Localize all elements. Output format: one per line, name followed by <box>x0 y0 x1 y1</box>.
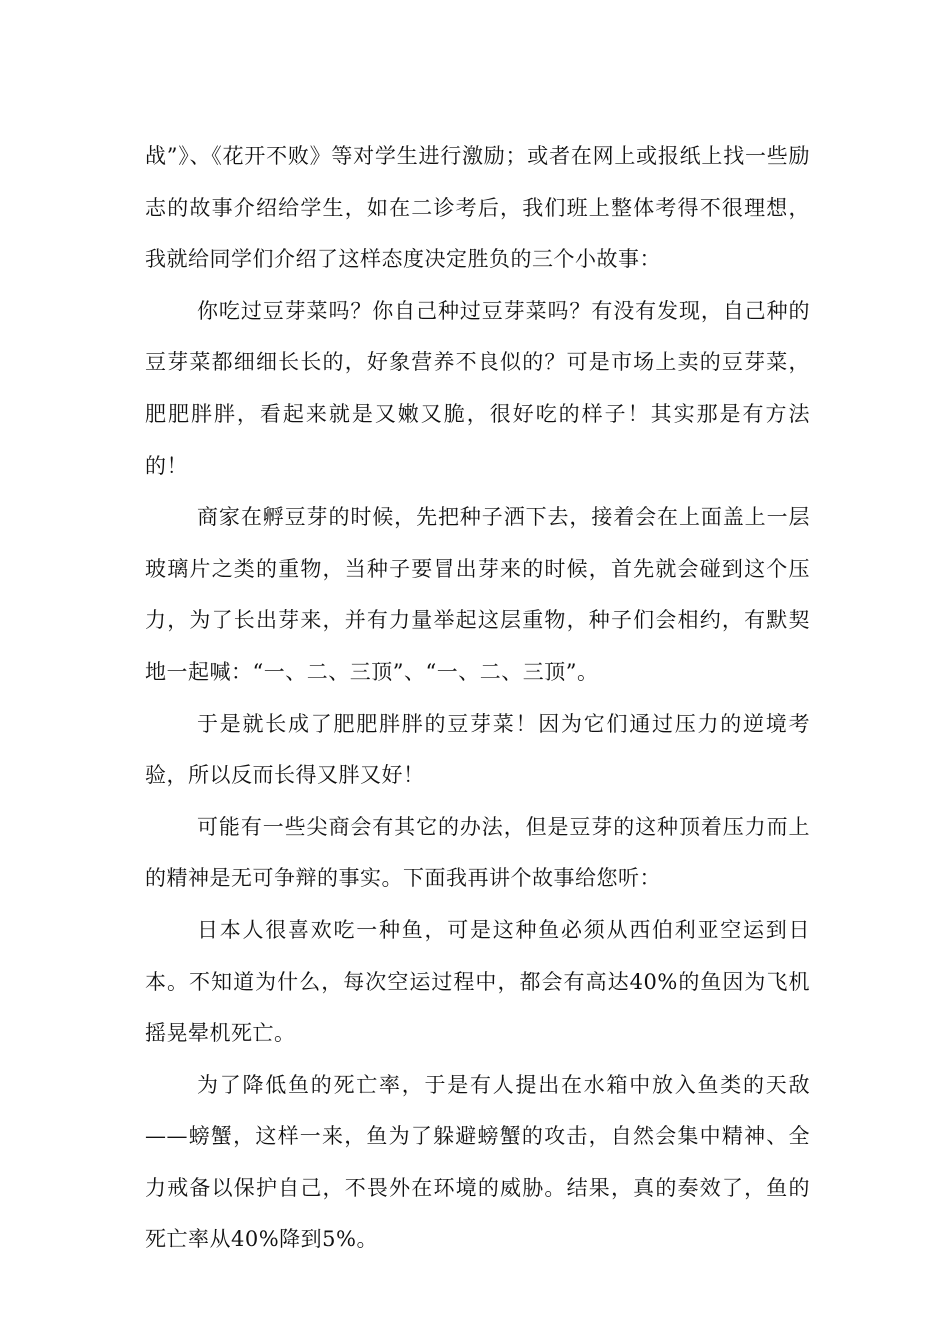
paragraph-fish-crab: 为了降低鱼的死亡率，于是有人提出在水箱中放入鱼类的天敌——螃蟹，这样一来，鱼为了躲避螃蟹的攻击，自然会集中精神、全力戒备以保护自己，不畏外在环境的威胁。结果，真的奏效了，鱼的死亡率从40%降到5%。 <box>145 1072 810 1252</box>
paragraph-bean-sprouts-result: 于是就长成了肥肥胖胖的豆芽菜！因为它们通过压力的逆境考验，所以反而长得又胖又好！ <box>145 711 810 788</box>
paragraph-bean-sprouts-intro: 你吃过豆芽菜吗？你自己种过豆芽菜吗？有没有发现，自己种的豆芽菜都细细长长的，好象营养不良似的？可是市场上卖的豆芽菜，肥肥胖胖，看起来就是又嫩又脆，很好吃的样子！其实那是有方法的！ <box>145 298 810 478</box>
body-text <box>145 131 810 1266</box>
paragraph-fish-story: 日本人很喜欢吃一种鱼，可是这种鱼必须从西伯利亚空运到日本。不知道为什么，每次空运过程中，都会有高达40%的鱼因为飞机摇晃晕机死亡。 <box>145 917 810 1046</box>
paragraph-bean-sprouts-method: 商家在孵豆芽的时候，先把种子洒下去，接着会在上面盖上一层玻璃片之类的重物，当种子要冒出芽来的时候，首先就会碰到这个压力，为了长出芽来，并有力量举起这层重物，种子们会相约，有默契地一起喊：“一、二、三顶”、“一、二、三顶”。 <box>145 505 810 684</box>
paragraph-continuation: 战”》、《花开不败》等对学生进行激励；或者在网上或报纸上找一些励志的故事介绍给学生，如在二诊考后，我们班上整体考得不很理想，我就给同学们介绍了这样态度决定胜负的三个小故事： <box>145 144 810 272</box>
paragraph-transition: 可能有一些尖商会有其它的办法，但是豆芽的这种顶着压力而上的精神是无可争辩的事实。下面我再讲个故事给您听： <box>145 814 810 891</box>
